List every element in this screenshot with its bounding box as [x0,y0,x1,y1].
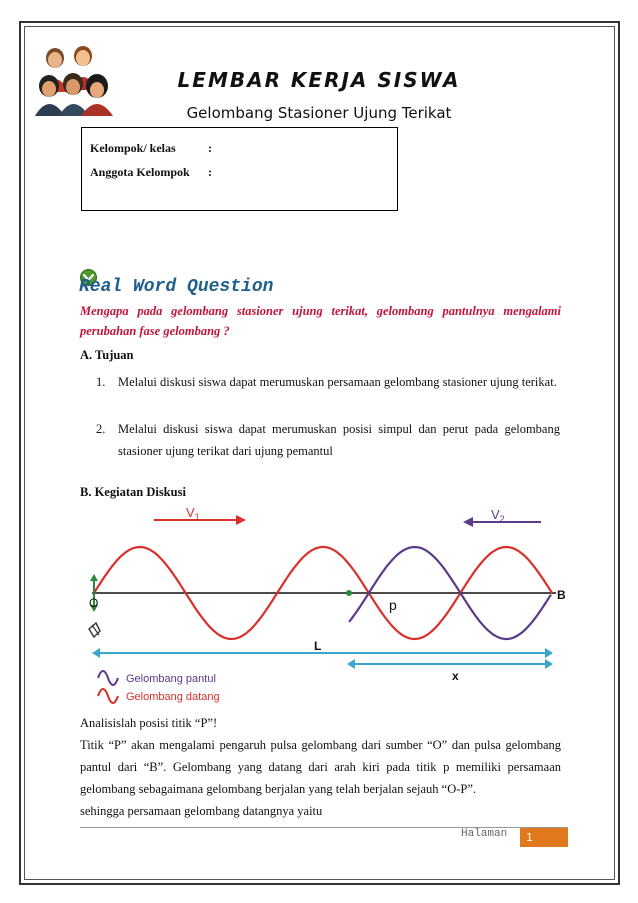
group-identity-box [81,127,398,211]
objective-text: Melalui diskusi siswa dapat merumuskan persamaan gelombang stasioner ujung terikat. [118,375,557,389]
v1-arrow-head [236,515,246,525]
v2-label: $V_2$ [491,507,505,524]
analysis-body: Titik “P” akan mengalami pengaruh pulsa gelombang dari sumber “O” dan pulsa gelombang pantul dari “B”. Gelombang yang datang dari arah kiri pada titik p memiliki persamaan gelombang sebagaimana gelombang berjalan yang telah berjalan sejauh “O-P”. [80,738,561,796]
legend-incident-label: Gelombang datang [126,691,220,703]
analysis-prompt: Analisislah posisi titik “P”! [80,716,218,730]
label-p: p [389,597,397,613]
standing-wave-diagram [86,503,574,709]
legend-reflected-swatch [98,671,118,685]
legend-incident-swatch [98,689,118,703]
group-members-colon: : [208,165,212,179]
legend-reflected-label: Gelombang pantul [126,673,216,685]
label-b: B [557,588,566,602]
x-arrow-left [347,659,355,669]
group-members-label: Anggota Kelompok [90,165,190,179]
v2-arrow-head [463,517,473,527]
v1-label: $V_1$ [186,505,200,522]
footer-page-label: Halaman [461,828,508,840]
l-arrow-right [545,648,553,658]
x-arrow-right [545,659,553,669]
label-o: O [89,596,99,610]
objective-number: 1. [96,375,106,389]
o-arrow-up [90,574,98,581]
worksheet-subtitle: Gelombang Stasioner Ujung Terikat [186,104,452,121]
label-x: x [452,669,459,683]
footer-page-number: 1 [520,828,568,847]
group-class-label: Kelompok/ kelas [90,141,176,155]
label-l: L [314,639,322,653]
analysis-tail: sehingga persamaan gelombang datangnya yaitu [80,804,323,818]
group-class-colon: : [208,141,212,155]
node-marker [346,590,352,596]
worksheet-title: LEMBAR KERJA SISWA [177,68,461,92]
objective-item-2 [96,418,560,462]
vibrator-icon [89,623,100,637]
l-arrow-left [92,648,100,658]
objective-item-1 [96,371,560,393]
objective-text: Melalui diskusi siswa dapat merumuskan posisi simpul dan perut pada gelombang stasioner ujung terikat dari ujung pemantul [118,422,560,458]
group-members-row [90,165,212,180]
real-word-question-text: Real Word Question [79,277,274,297]
real-word-question-heading [79,277,273,297]
group-class-row [90,141,212,156]
real-word-question: Mengapa pada gelombang stasioner ujung terikat, gelombang pantulnya mengalami perubahan fase gelombang ? [80,304,561,338]
section-a-heading: A. Tujuan [80,348,134,362]
objective-number: 2. [96,422,106,436]
section-b-heading: B. Kegiatan Diskusi [80,485,186,499]
